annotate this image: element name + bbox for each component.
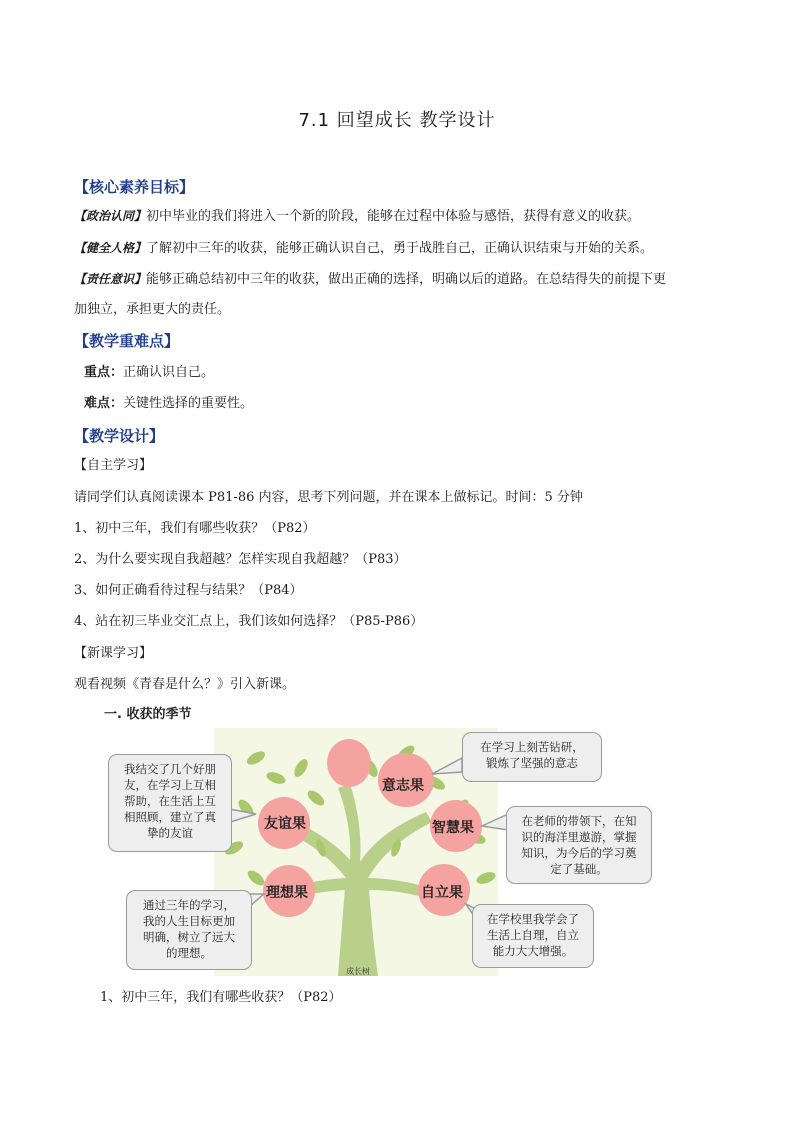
goal-political [74,208,640,225]
goal-tag: 【责任意识】 [74,272,147,286]
key-label: 重点： [84,365,124,380]
goal-tag: 【健全人格】 [74,241,147,255]
goal-text: 能够正确总结初中三年的收获，做出正确的选择，明确以后的道路。在总结得失的前提下更 [146,272,667,287]
core-goals-heading: 【核心素养目标】 [74,178,195,196]
callout-wisdom: 在老师的带领下，在知 识的海洋里遨游，掌握 知识，为今后的学习奠 定了基础。 [506,806,652,884]
difficult-text: 关键性选择的重要性。 [123,396,254,411]
figure-caption: 成长树 [346,967,370,976]
goal-responsibility [74,271,666,288]
goal-text: 了解初中三年的收获，能够正确认识自己，勇于战胜自己，正确认识结束与开始的关系。 [146,241,654,256]
design-heading: 【教学设计】 [74,427,165,445]
question-2: 2、为什么要实现自我超越？怎样实现自我超越？（P83） [74,552,407,567]
question-4: 4、站在初三毕业交汇点上，我们该如何选择？（P85-P86） [74,614,424,629]
goal-tag: 【政治认同】 [74,209,147,223]
key-points-heading: 【教学重难点】 [74,332,180,350]
difficult-point [84,396,253,412]
apple-label-ideal: 理想果 [266,885,308,901]
apple-label-friendship: 友谊果 [264,816,306,832]
callout-will: 在学习上刻苦钻研， 锻炼了坚强的意志 [462,732,602,782]
self-study-instruction: 请同学们认真阅读课本 P81-86 内容，思考下列问题，并在课本上做标记。时间：5 分钟 [74,490,583,505]
goal-responsibility-cont: 加独立，承担更大的责任。 [74,302,231,317]
apple-label-wisdom: 智慧果 [432,820,474,836]
callout-friendship: 我结交了几个好朋 友，在学习上互相 帮助，在生活上互 相照顾，建立了真 挚的友谊 [108,754,232,852]
question-1: 1、初中三年，我们有哪些收获？（P82） [74,521,316,536]
goal-text: 初中毕业的我们将进入一个新的阶段，能够在过程中体验与感悟，获得有意义的收获。 [146,209,641,224]
callout-ideal: 通过三年的学习， 我的人生目标更加 明确，树立了远大 的理想。 [126,890,252,970]
question-3: 3、如何正确看待过程与结果？（P84） [74,583,303,598]
self-study-label: 【自主学习】 [74,458,153,473]
new-lesson-label: 【新课学习】 [74,646,153,661]
key-text: 正确认识自己。 [123,365,215,380]
apple-label-will: 意志果 [382,778,424,794]
key-point [84,365,214,381]
callout-independence: 在学校里我学会了 生活上自理，自立 能力大大增强。 [472,904,594,968]
apple-label-independence: 自立果 [421,885,463,901]
page-title: 7.1 回望成长 教学设计 [298,110,496,131]
subheading-harvest: 一. 收获的季节 [104,707,192,722]
video-intro: 观看视频《青春是什么？》引入新课。 [74,677,296,692]
growth-tree-figure [106,728,652,978]
question-after-figure: 1、初中三年，我们有哪些收获？（P82） [100,990,342,1005]
difficult-label: 难点： [84,396,124,411]
goal-personality [74,240,653,257]
apple-top-left [327,739,371,787]
